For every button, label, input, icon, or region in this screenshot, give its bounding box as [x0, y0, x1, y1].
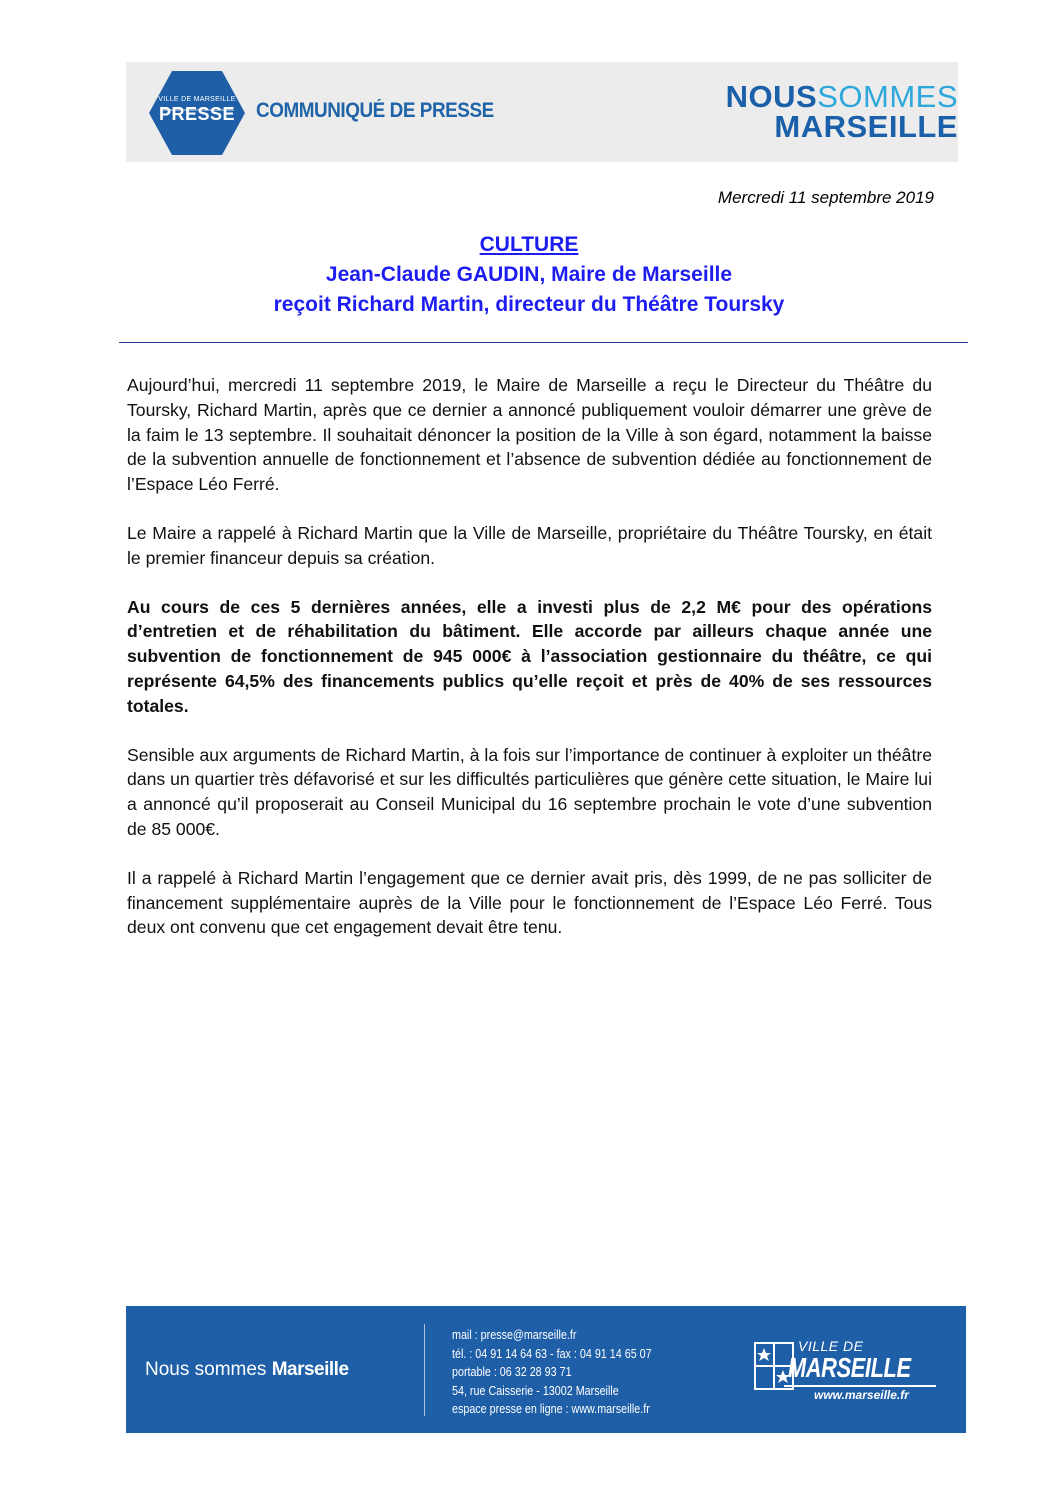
category-title: CULTURE — [479, 233, 579, 256]
stylized-m-icon: M — [271, 1359, 288, 1380]
contact-info — [452, 1326, 652, 1419]
footer-brand-prefix: Nous sommes — [145, 1359, 272, 1380]
headline-line-2: reçoit Richard Martin, directeur du Théâtre Toursky — [273, 293, 785, 316]
article-body — [127, 373, 932, 964]
contact-phone-fax: tél. : 04 91 14 64 63 - fax : 04 91 14 65 07 — [452, 1346, 652, 1361]
headline-line-1: Jean-Claude GAUDIN, Maire de Marseille — [325, 263, 733, 286]
header-label: COMMUNIQUÉ DE PRESSE — [256, 99, 494, 122]
badge-subtitle: VILLE DE MARSEILLE — [158, 96, 236, 103]
badge-title: PRESSE — [158, 104, 236, 124]
logo-underline — [784, 1385, 936, 1387]
slogan-marseille: MARSEILLE — [774, 109, 958, 144]
footer-separator — [424, 1324, 425, 1416]
paragraph: Sensible aux arguments de Richard Martin, à la fois sur l’importance de continuer à exploiter un théâtre dans un quartier très défavorisé et sur les difficultés particulières que génère cette situation, le Maire lui a annoncé qu’il proposerait au Conseil Municipal du 16 septembre prochain le vote d’une subvention de 85 000€. — [127, 744, 932, 839]
logo-ville-de: VILLE DE — [798, 1338, 864, 1354]
slogan-nous: NOUS — [725, 79, 818, 114]
logo-url[interactable]: www.marseille.fr — [814, 1388, 909, 1402]
contact-mobile: portable : 06 32 28 93 71 — [452, 1365, 572, 1379]
footer-brand — [145, 1359, 349, 1381]
paragraph: Il a rappelé à Richard Martin l’engagement que ce dernier avait pris, dès 1999, de ne pas solliciter de financement supplémentaire auprès de la Ville pour le fonctionnement de l’Espace Léo Ferré. Tous deux ont convenu que cet engagement devait être tenu. — [127, 867, 932, 938]
contact-website[interactable]: espace presse en ligne : www.marseille.fr — [452, 1402, 650, 1416]
paragraph: Aujourd’hui, mercredi 11 septembre 2019, le Maire de Marseille a reçu le Directeur du Théâtre du Toursky, Richard Martin, après que ce dernier a annoncé publiquement vouloir démarrer une grève de la faim le 13 septembre. Il souhaitait dénoncer la position de la Ville à son égard, notamment la baisse de la subvention annuelle de fonctionnement et l’absence de subvention dédiée au fonctionnement de l’Espace Léo Ferré. — [127, 375, 932, 495]
title-block — [0, 230, 1058, 320]
contact-address: 54, rue Caisserie - 13002 Marseille — [452, 1383, 619, 1398]
paragraph-bold: Au cours de ces 5 dernières années, elle a investi plus de 2,2 M€ pour des opérations d’entretien et de réhabilitation du bâtiment. Elle accorde par ailleurs chaque année une subvention de fonctionnement de 945 000€ à l’association gestionnaire du théâtre, ce qui représente 64,5% des financements publics qu’elle reçoit et près de 40% de ses ressources totales. — [127, 596, 932, 716]
title-divider — [119, 342, 968, 343]
footer-brand-suffix: arseille — [287, 1359, 349, 1380]
paragraph: Le Maire a rappelé à Richard Martin que la Ville de Marseille, propriétaire du Théâtre Toursky, en était le premier financeur depuis sa création. — [127, 522, 932, 568]
slogan-sommes: SOMMES — [817, 79, 958, 114]
logo-marseille: MARSEILLE — [788, 1352, 911, 1383]
contact-mail[interactable]: mail : presse@marseille.fr — [452, 1328, 577, 1342]
footer-band — [126, 1306, 966, 1433]
nous-sommes-marseille-logo — [725, 79, 958, 144]
release-date: Mercredi 11 septembre 2019 — [717, 188, 934, 207]
ville-de-marseille-logo — [754, 1336, 939, 1402]
